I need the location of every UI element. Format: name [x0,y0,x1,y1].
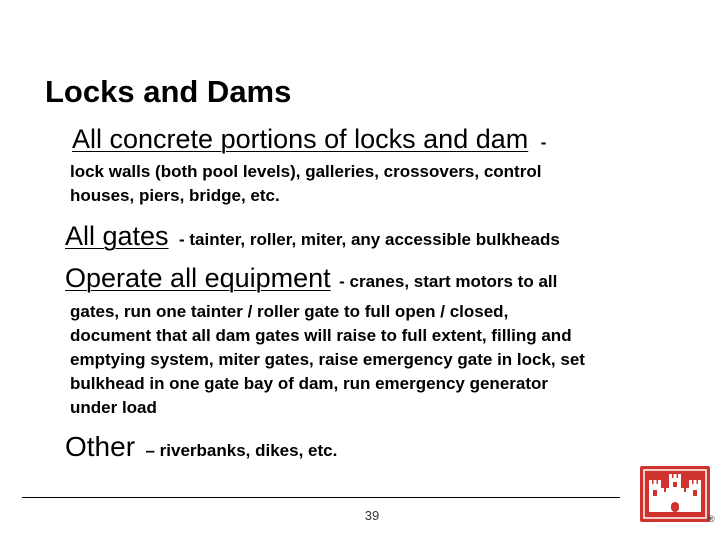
item-concrete [72,124,546,155]
item-other [65,431,337,463]
item-other-detail: – riverbanks, dikes, etc. [145,441,338,460]
item-operate-detail-line: bulkhead in one gate bay of dam, run emergency generator [70,374,549,393]
item-operate [65,263,557,294]
registered-mark: ® [708,514,715,524]
item-operate-detail-line: gates, run one tainter / roller gate to full open / closed, [70,302,509,321]
slide-title: Locks and Dams [45,74,292,109]
item-gates [65,221,560,252]
page-number: 39 [364,508,380,523]
item-gates-heading: All gates [65,221,169,251]
footer-divider [22,497,620,498]
item-concrete-detail-line: houses, piers, bridge, etc. [70,186,280,205]
item-operate-detail-line: document that all dam gates will raise to full extent, filling and [70,326,572,345]
item-other-heading: Other [65,431,136,462]
item-gates-detail: - tainter, roller, miter, any accessible bulkheads [179,230,560,249]
item-operate-detail-line: under load [70,398,157,417]
item-concrete-heading: All concrete portions of locks and dam [72,124,529,154]
item-concrete-separator: - [540,133,547,152]
item-operate-heading: Operate all equipment [65,263,331,293]
item-operate-detail-line: emptying system, miter gates, raise emergency gate in lock, set [70,350,585,369]
usace-castle-logo-icon [640,466,710,522]
item-operate-detail: - cranes, start motors to all [339,272,558,291]
item-concrete-detail-line: lock walls (both pool levels), galleries, crossovers, control [70,162,542,181]
